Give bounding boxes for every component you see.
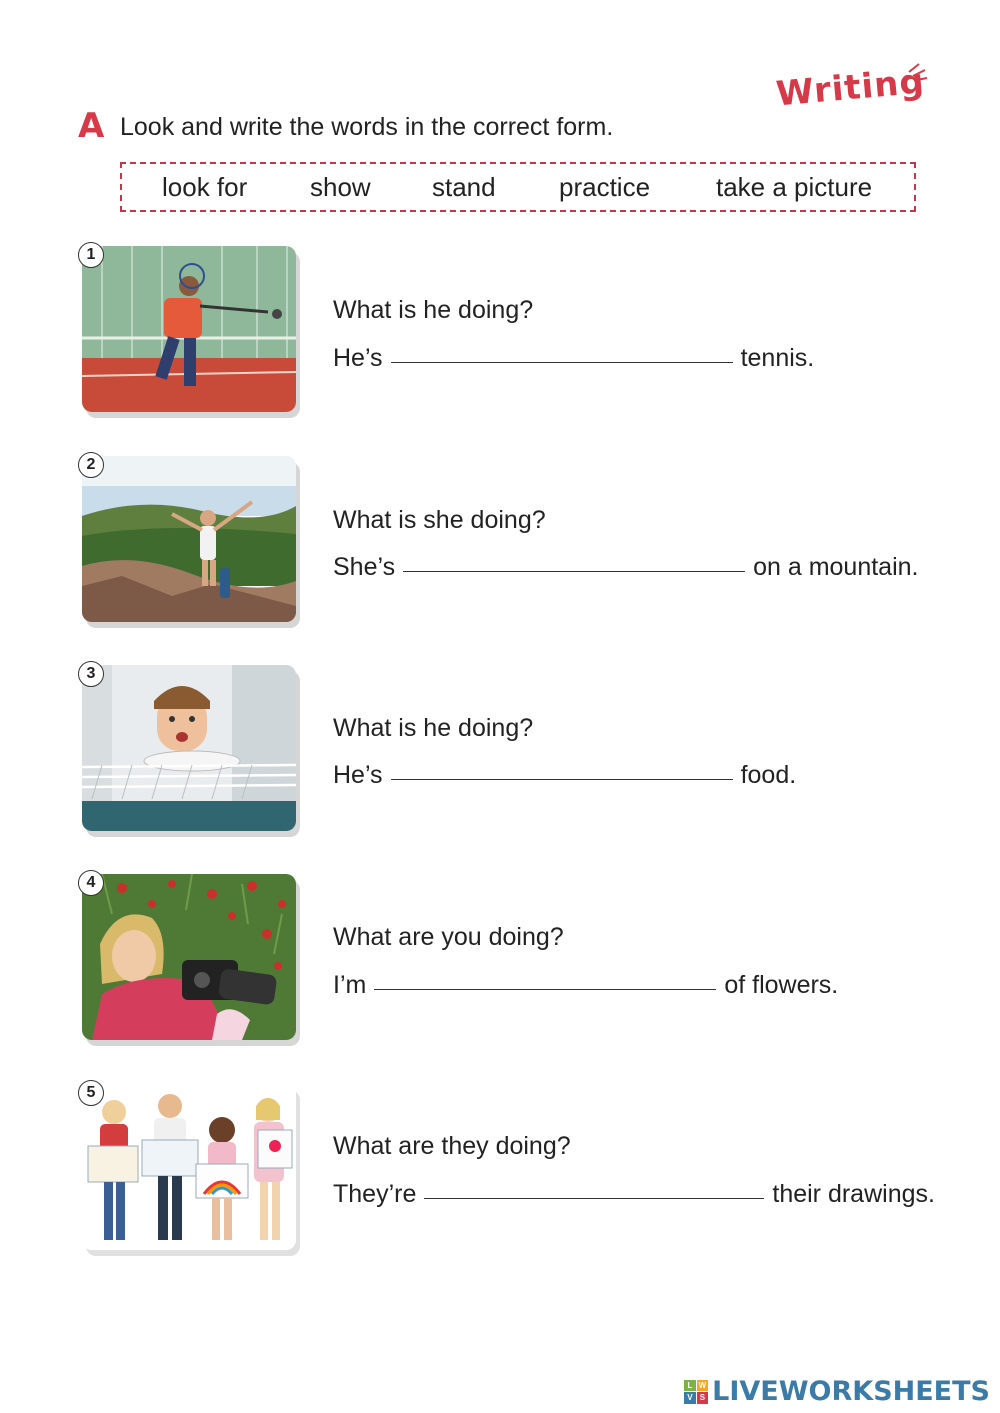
question-text: What is she doing? <box>333 506 546 534</box>
answer-input[interactable] <box>391 348 733 370</box>
item-number: 4 <box>78 870 104 896</box>
answer-prefix: She’s <box>333 553 396 581</box>
answer-prefix: He’s <box>333 344 383 372</box>
drawings-photo <box>82 1084 296 1250</box>
question-text: What is he doing? <box>333 296 534 324</box>
answer-suffix: on a mountain. <box>753 553 919 581</box>
logo-letter: V <box>684 1392 696 1404</box>
brand-name: LIVEWORKSHEETS <box>712 1376 990 1407</box>
answer-row <box>333 1180 935 1209</box>
tennis-photo <box>82 246 296 412</box>
answer-input[interactable] <box>403 557 745 579</box>
word-bank-item: practice <box>559 172 651 202</box>
answer-prefix: They’re <box>333 1180 417 1208</box>
instructions: Look and write the words in the correct form. <box>120 113 614 141</box>
answer-suffix: their drawings. <box>772 1180 935 1208</box>
item-number: 1 <box>78 242 104 268</box>
item-number: 3 <box>78 661 104 687</box>
answer-row <box>333 761 796 790</box>
word-bank <box>120 162 916 212</box>
answer-blank <box>391 344 733 363</box>
mountain-photo <box>82 456 296 622</box>
word-bank-item: show <box>310 172 371 202</box>
answer-row <box>333 971 838 1000</box>
answer-prefix: He’s <box>333 761 383 789</box>
answer-blank <box>424 1180 764 1199</box>
fridge-photo <box>82 665 296 831</box>
question-text: What are you doing? <box>333 923 564 951</box>
section-letter: A <box>78 106 105 146</box>
answer-input[interactable] <box>391 765 733 787</box>
answer-row <box>333 553 919 582</box>
liveworksheets-logo[interactable] <box>684 1376 990 1407</box>
logo-letter: L <box>684 1380 696 1392</box>
question-text: What are they doing? <box>333 1132 571 1160</box>
answer-blank <box>403 553 745 572</box>
answer-suffix: food. <box>740 761 797 789</box>
question-text: What is he doing? <box>333 714 534 742</box>
answer-input[interactable] <box>374 975 716 997</box>
answer-suffix: tennis. <box>740 344 815 372</box>
camera-photo <box>82 874 296 1040</box>
logo-icon <box>684 1380 708 1404</box>
answer-suffix: of flowers. <box>724 971 839 999</box>
answer-blank <box>391 761 733 780</box>
answer-blank <box>374 971 716 990</box>
answer-prefix: I’m <box>333 971 367 999</box>
logo-letter: S <box>697 1392 709 1404</box>
item-number: 2 <box>78 452 104 478</box>
word-bank-item: look for <box>162 172 248 202</box>
sparkle-icon <box>905 58 929 88</box>
answer-row <box>333 344 814 373</box>
answer-input[interactable] <box>424 1184 764 1206</box>
word-bank-item: take a picture <box>716 172 873 202</box>
word-bank-item: stand <box>432 172 496 202</box>
section-title: Writing <box>774 61 927 115</box>
logo-letter: W <box>698 1380 707 1390</box>
item-number: 5 <box>78 1080 104 1106</box>
